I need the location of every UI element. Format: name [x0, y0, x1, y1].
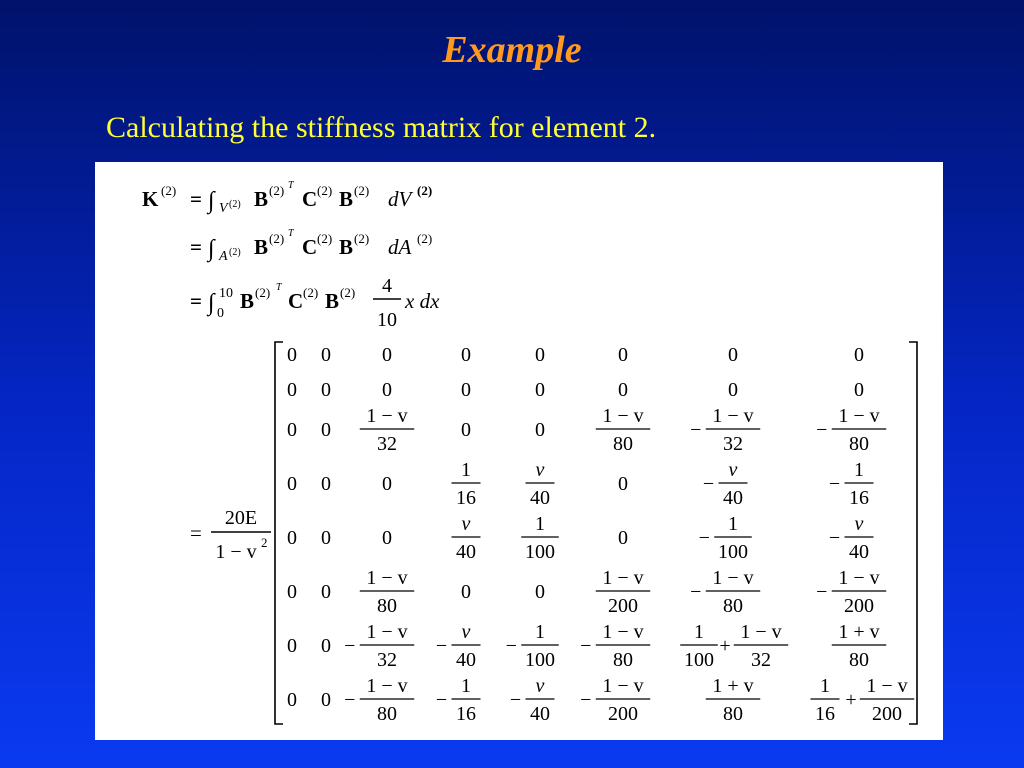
fraction-denominator: 16: [456, 487, 476, 509]
area-differential: dA: [388, 235, 412, 259]
minus-sign: −: [505, 635, 517, 657]
fraction-denominator: 80: [377, 595, 397, 617]
matrix-entry: 0: [618, 473, 628, 495]
minus-sign: −: [698, 527, 710, 549]
c-matrix: C: [302, 187, 318, 211]
matrix-entry: 0: [728, 344, 738, 366]
volume-differential: dV: [388, 187, 412, 211]
matrix-entry: 0: [618, 527, 628, 549]
fraction-numerator: 1: [854, 459, 864, 481]
fraction-numerator: 1 − v: [712, 405, 754, 427]
minus-sign: −: [702, 473, 715, 495]
fraction-denominator: 10: [377, 309, 397, 331]
fraction-denominator: 80: [849, 649, 869, 671]
minus-sign: −: [828, 527, 841, 549]
minus-sign: −: [816, 419, 828, 441]
matrix-entry: 0: [382, 344, 392, 366]
fraction-numerator: 1: [820, 675, 830, 697]
minus-sign: −: [580, 635, 592, 657]
volume-differential-sup: (2): [417, 183, 433, 198]
integral-upper-limit: 10: [219, 286, 233, 301]
fraction-denominator: 32: [751, 649, 771, 671]
equation-figure: [95, 162, 943, 740]
fraction-numerator: 1 − v: [602, 405, 644, 427]
transpose-mark: T: [288, 228, 294, 239]
equals-sign: =: [190, 235, 202, 259]
prefactor-denominator: 1 − v: [215, 541, 257, 563]
c-matrix-sup: (2): [303, 285, 319, 300]
fraction-numerator: v: [461, 513, 471, 535]
b-matrix: B: [325, 289, 340, 313]
fraction-numerator: v: [854, 513, 864, 535]
matrix-entry: 0: [321, 344, 331, 366]
matrix-entry: 0: [287, 473, 297, 495]
equation-line-3: [190, 275, 440, 331]
fraction-numerator: 1 − v: [366, 567, 408, 589]
matrix-entry: 0: [854, 379, 864, 401]
matrix-entry: 0: [382, 473, 392, 495]
c-matrix: C: [302, 235, 318, 259]
fraction-denominator: 200: [844, 595, 874, 617]
prefactor-denominator-sup: 2: [261, 535, 268, 550]
fraction-denominator: 40: [456, 649, 476, 671]
integral-sign: ∫: [208, 290, 215, 316]
fraction-denominator: 100: [525, 649, 555, 671]
b-matrix: B: [339, 187, 354, 211]
integral-domain: V: [219, 201, 228, 216]
fraction-numerator: 1 − v: [602, 621, 644, 643]
matrix-entry: 0: [287, 344, 297, 366]
fraction-numerator: 1 − v: [366, 675, 408, 697]
minus-sign: −: [828, 473, 841, 495]
matrix-entry: 0: [618, 344, 628, 366]
right-bracket: [909, 342, 917, 724]
b-matrix-sup: (2): [255, 285, 271, 300]
fraction-denominator: 40: [456, 541, 476, 563]
minus-sign: −: [690, 419, 702, 441]
equals-sign: =: [190, 521, 202, 545]
fraction-denominator: 40: [530, 703, 550, 725]
fraction-numerator: 1 − v: [602, 675, 644, 697]
fraction-numerator: v: [535, 459, 545, 481]
matrix-entry: 0: [321, 581, 331, 603]
stiffness-superscript: (2): [161, 183, 177, 198]
matrix-entry: 0: [321, 689, 331, 711]
fraction-numerator: 1 − v: [366, 405, 408, 427]
transpose-mark: T: [288, 180, 294, 191]
fraction-denominator: 200: [608, 595, 638, 617]
matrix-prefactor: [190, 507, 271, 563]
fraction-denominator: 32: [377, 433, 397, 455]
fraction-numerator: 1 + v: [712, 675, 754, 697]
fraction-numerator: 4: [382, 275, 392, 297]
fraction-denominator: 100: [684, 649, 714, 671]
stiffness-symbol: K: [142, 187, 159, 211]
fraction-numerator: 1: [461, 675, 471, 697]
matrix-entry: 0: [461, 344, 471, 366]
matrix-entry: 0: [535, 344, 545, 366]
integral-domain-sup: (2): [229, 247, 241, 258]
matrix-entry: 0: [728, 379, 738, 401]
matrix-entry: 0: [461, 581, 471, 603]
matrix-entry: 0: [321, 379, 331, 401]
fraction-denominator: 16: [815, 703, 835, 725]
fraction-denominator: 80: [849, 433, 869, 455]
b-matrix-sup: (2): [354, 183, 370, 198]
fraction-numerator: 1 − v: [866, 675, 908, 697]
fraction-denominator: 40: [723, 487, 743, 509]
b-matrix: B: [240, 289, 255, 313]
fraction-denominator: 100: [525, 541, 555, 563]
b-matrix-sup: (2): [354, 231, 370, 246]
fraction-numerator: 1 − v: [366, 621, 408, 643]
prefactor-numerator: 20E: [224, 507, 258, 529]
integral-lower-limit: 0: [217, 306, 224, 321]
fraction-numerator: 1 − v: [602, 567, 644, 589]
left-bracket: [275, 342, 283, 724]
integral-sign: ∫: [208, 236, 215, 262]
area-differential-sup: (2): [417, 231, 433, 246]
fraction-numerator: 1 − v: [838, 567, 880, 589]
fraction-denominator: 200: [608, 703, 638, 725]
minus-sign: −: [816, 581, 828, 603]
matrix-entry: 0: [535, 419, 545, 441]
fraction-numerator: 1: [728, 513, 738, 535]
fraction-denominator: 80: [613, 649, 633, 671]
minus-sign: −: [435, 635, 448, 657]
fraction-numerator: 1 + v: [838, 621, 880, 643]
b-matrix: B: [254, 235, 269, 259]
slide-subtitle: Calculating the stiffness matrix for element 2.: [106, 111, 657, 144]
equation-line-2: [190, 228, 432, 264]
equals-sign: =: [190, 289, 202, 313]
b-matrix: B: [339, 235, 354, 259]
fraction-denominator: 32: [723, 433, 743, 455]
fraction-numerator: 1 − v: [712, 567, 754, 589]
fraction-denominator: 200: [872, 703, 902, 725]
matrix-entry: 0: [535, 581, 545, 603]
transpose-mark: T: [276, 282, 282, 293]
matrix-entry: 0: [287, 419, 297, 441]
fraction-denominator: 32: [377, 649, 397, 671]
c-matrix-sup: (2): [317, 183, 333, 198]
matrix-entry: 0: [535, 379, 545, 401]
matrix-entry: 0: [321, 527, 331, 549]
fraction-denominator: 80: [723, 595, 743, 617]
fraction-numerator: v: [728, 459, 738, 481]
integral-domain: A: [219, 249, 228, 264]
fraction-denominator: 80: [723, 703, 743, 725]
plus-sign: +: [845, 689, 857, 711]
fraction-denominator: 40: [530, 487, 550, 509]
matrix-entry: 0: [461, 379, 471, 401]
fraction-denominator: 80: [377, 703, 397, 725]
b-matrix: B: [254, 187, 269, 211]
b-matrix-sup: (2): [269, 231, 285, 246]
plus-sign: +: [719, 635, 731, 657]
matrix-entry: 0: [854, 344, 864, 366]
matrix-entry: 0: [321, 473, 331, 495]
b-matrix-sup: (2): [269, 183, 285, 198]
minus-sign: −: [344, 689, 356, 711]
fraction-numerator: 1 − v: [838, 405, 880, 427]
integral-sign: ∫: [208, 188, 215, 214]
equation-line-1: [142, 180, 432, 216]
matrix-entry: 0: [461, 419, 471, 441]
equation-panel: [95, 162, 943, 740]
minus-sign: −: [690, 581, 702, 603]
matrix-entry: 0: [287, 581, 297, 603]
fraction-denominator: 16: [849, 487, 869, 509]
stiffness-matrix: [287, 344, 914, 725]
minus-sign: −: [344, 635, 356, 657]
matrix-entry: 0: [382, 527, 392, 549]
matrix-entry: 0: [618, 379, 628, 401]
minus-sign: −: [509, 689, 522, 711]
fraction-denominator: 80: [613, 433, 633, 455]
matrix-entry: 0: [321, 419, 331, 441]
matrix-entry: 0: [287, 379, 297, 401]
minus-sign: −: [580, 689, 592, 711]
matrix-entry: 0: [382, 379, 392, 401]
fraction-denominator: 100: [718, 541, 748, 563]
integrand-tail: x dx: [405, 289, 440, 313]
integral-domain-sup: (2): [229, 199, 241, 210]
c-matrix-sup: (2): [317, 231, 333, 246]
fraction-denominator: 16: [456, 703, 476, 725]
fraction-numerator: 1: [694, 621, 704, 643]
slide-title: Example: [442, 29, 582, 71]
matrix-entry: 0: [287, 635, 297, 657]
fraction-numerator: v: [535, 675, 545, 697]
equals-sign: =: [190, 187, 202, 211]
fraction-numerator: 1: [535, 513, 545, 535]
matrix-entry: 0: [287, 527, 297, 549]
fraction-numerator: 1: [535, 621, 545, 643]
c-matrix: C: [288, 289, 304, 313]
fraction-denominator: 40: [849, 541, 869, 563]
fraction-numerator: 1: [461, 459, 471, 481]
minus-sign: −: [435, 689, 448, 711]
matrix-entry: 0: [287, 689, 297, 711]
fraction-numerator: 1 − v: [740, 621, 782, 643]
b-matrix-sup: (2): [340, 285, 356, 300]
matrix-entry: 0: [321, 635, 331, 657]
fraction-numerator: v: [461, 621, 471, 643]
